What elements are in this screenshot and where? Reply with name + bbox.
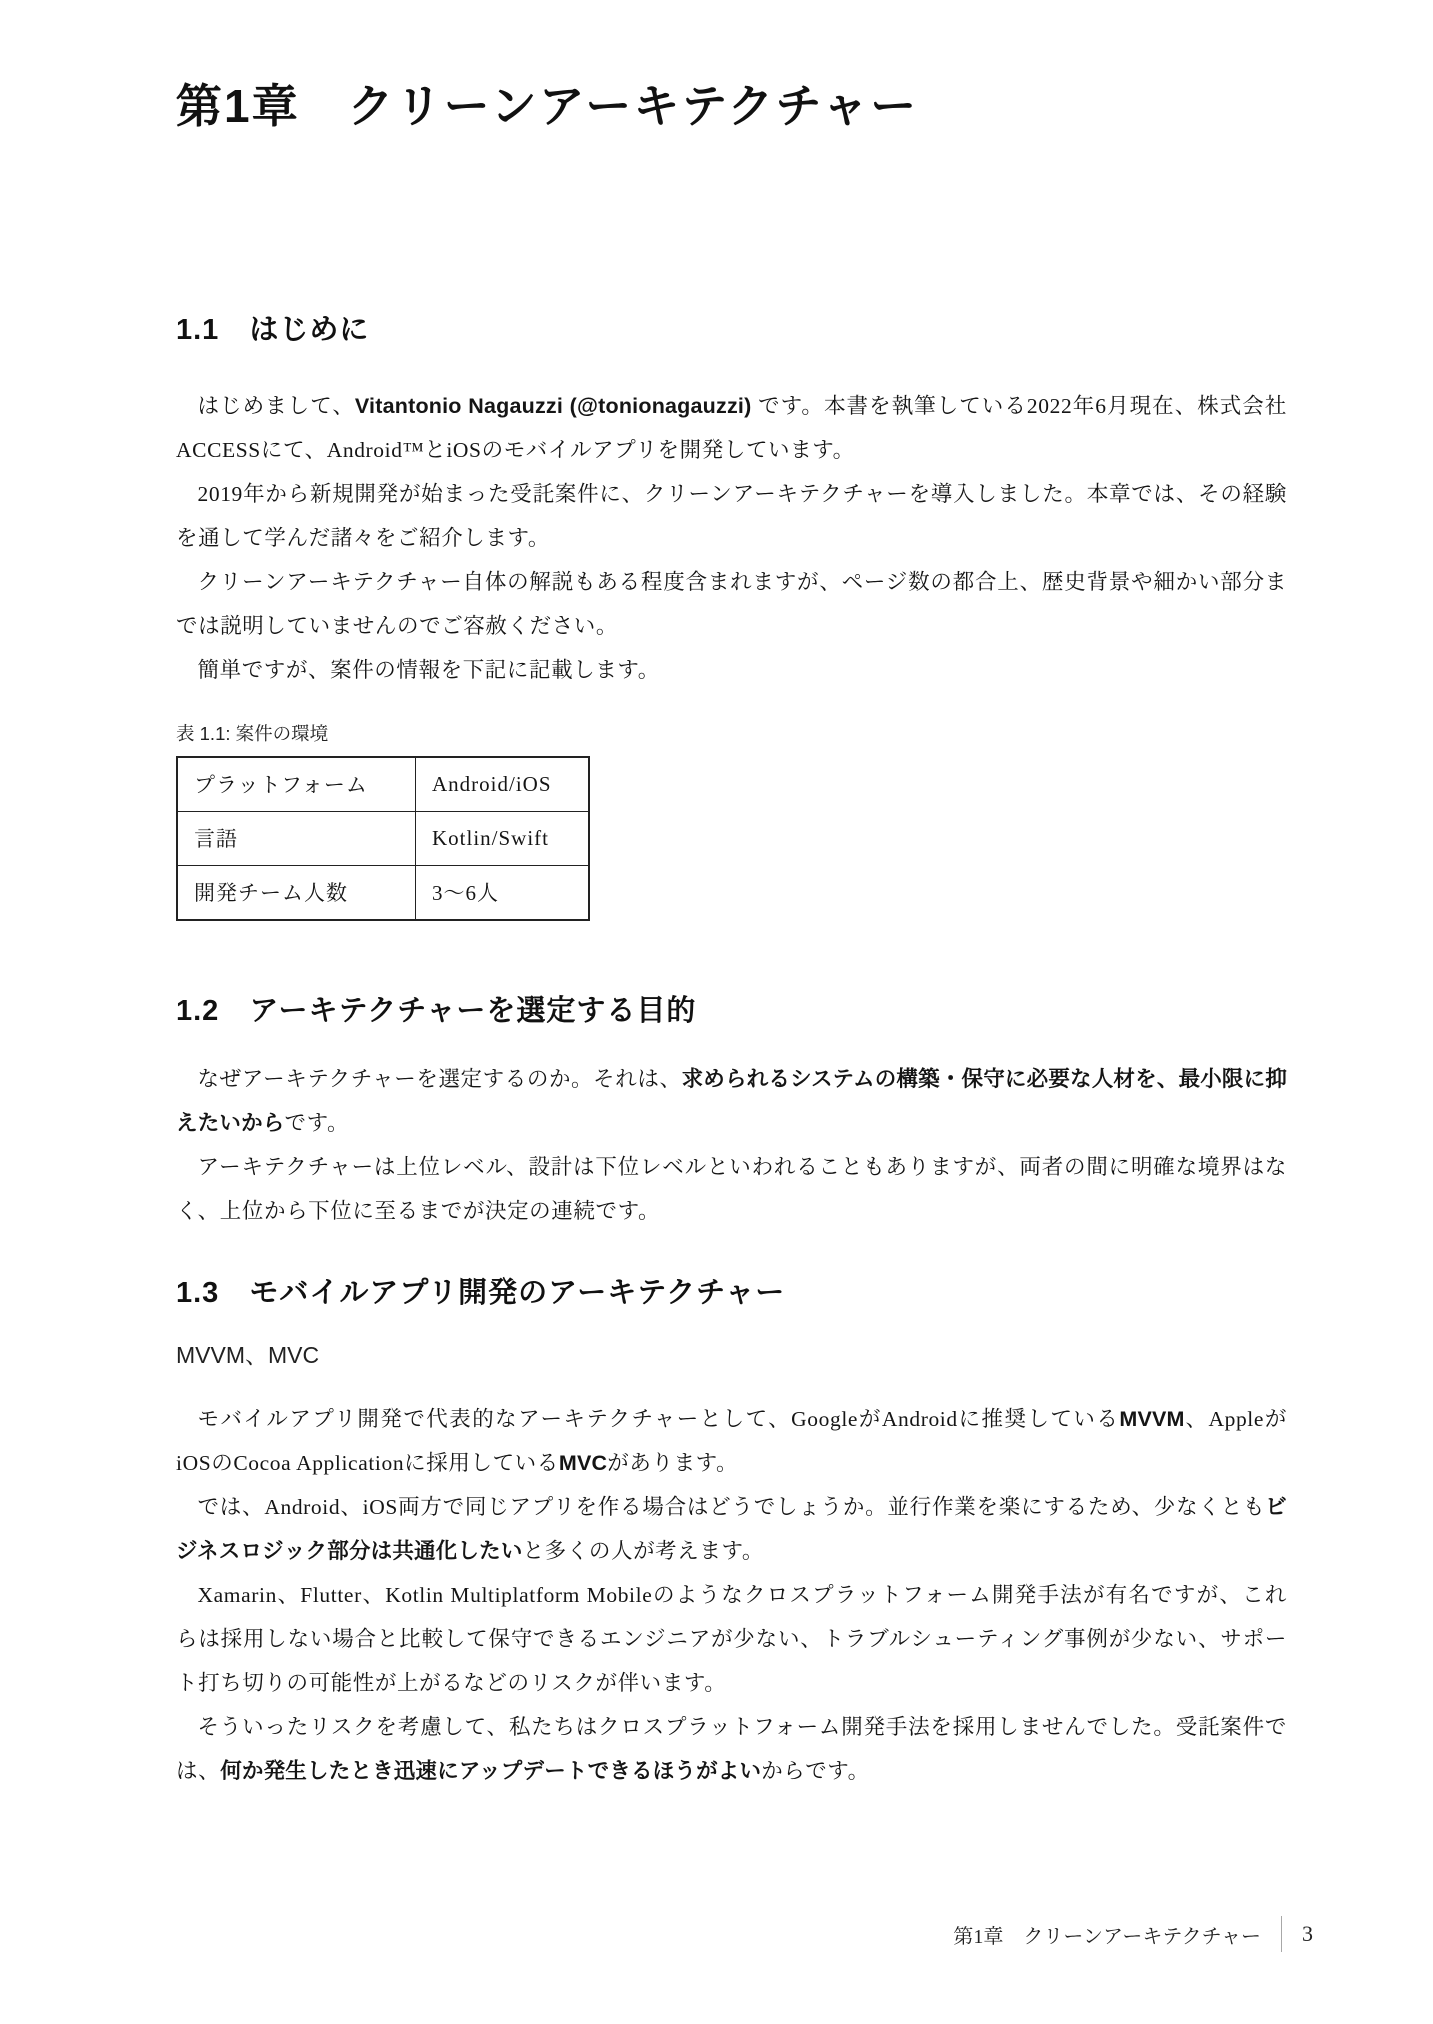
paragraph	[176, 560, 1287, 648]
table-cell-value: Kotlin/Swift	[416, 812, 590, 866]
page-footer	[953, 1916, 1313, 1952]
section-number: 1.2	[176, 995, 220, 1027]
section-title: アーキテクチャーを選定する目的	[249, 995, 697, 1027]
paragraph	[176, 1397, 1287, 1485]
table-row	[177, 757, 589, 812]
chapter-title: クリーンアーキテクチャー	[347, 80, 919, 132]
table-cell-label: 言語	[177, 812, 416, 866]
section-heading-1-1	[176, 312, 1287, 348]
text-run: と多くの人が考えます。	[522, 1539, 764, 1563]
text-run: はじめまして、	[197, 394, 355, 418]
table-row	[177, 866, 589, 921]
text-run: です。	[284, 1111, 350, 1135]
text-run: です。本書を執筆している2022年6月現在、株式会社ACCESSにて、Android™とiOSのモバイルアプリを開発しています。	[176, 394, 1288, 462]
footer-divider	[1281, 1916, 1282, 1952]
section-1-3-body	[176, 1397, 1287, 1793]
section-title: モバイルアプリ開発のアーキテクチャー	[249, 1277, 786, 1309]
text-run: モバイルアプリ開発で代表的なアーキテクチャーとして、GoogleがAndroidに推奨している	[197, 1407, 1120, 1431]
footer-chapter-label: 第1章 クリーンアーキテクチャー	[953, 1925, 1261, 1948]
table-row	[177, 812, 589, 866]
table-cell-value: 3～6人	[416, 866, 590, 921]
paragraph	[176, 1057, 1287, 1145]
text-run: からです。	[761, 1759, 870, 1783]
text-run-bold: MVC	[558, 1451, 608, 1475]
section-heading-1-3	[176, 1275, 1287, 1311]
page-number: 3	[1302, 1921, 1313, 1946]
text-run-bold: 何か発生したとき迅速にアップデートできるほうがよい	[220, 1759, 762, 1783]
environment-table	[176, 756, 590, 921]
text-run: なぜアーキテクチャーを選定するのか。それは、	[197, 1067, 682, 1091]
chapter-heading	[176, 78, 1287, 134]
text-run-bold: ビジネスロジック部分は共通化したい	[176, 1495, 1287, 1563]
text-run-bold: 求められるシステムの構築・保守に必要な人材を、最小限に抑えたいから	[176, 1067, 1288, 1135]
text-run: 簡単ですが、案件の情報を下記に記載します。	[197, 658, 660, 682]
chapter-number: 第1章	[176, 80, 300, 132]
table-caption: 表 1.1: 案件の環境	[176, 723, 329, 744]
text-run-bold: MVVM	[1119, 1407, 1185, 1431]
text-run: があります。	[607, 1451, 739, 1475]
text-run-bold: Vitantonio Nagauzzi (@tonionagauzzi)	[354, 394, 759, 418]
paragraph	[176, 384, 1287, 472]
text-run: Xamarin、Flutter、Kotlin Multiplatform Mobileのようなクロスプラットフォーム開発手法が有名ですが、これらは採用しない場合と比較して保守できるエンジニアが少ない、トラブルシューティング事例が少ない、サポート打ち切りの可能性が上がるなどのリスクが伴います。	[176, 1583, 1287, 1695]
section-1-1-body	[176, 384, 1287, 692]
text-run: では、Android、iOS両方で同じアプリを作る場合はどうでしょうか。並行作業を楽にするため、少なくとも	[197, 1495, 1266, 1519]
table-cell-label: 開発チーム人数	[177, 866, 416, 921]
paragraph	[176, 472, 1287, 560]
text-run: 、AppleがiOSのCocoa Applicationに採用している	[176, 1407, 1287, 1475]
paragraph	[176, 1485, 1287, 1573]
paragraph	[176, 1573, 1287, 1705]
paragraph	[176, 1145, 1287, 1233]
text-run: アーキテクチャーは上位レベル、設計は下位レベルといわれることもありますが、両者の間に明確な境界はなく、上位から下位に至るまでが決定の連続です。	[176, 1155, 1287, 1223]
section-title: はじめに	[249, 314, 370, 346]
section-heading-1-2	[176, 993, 1287, 1029]
paragraph	[176, 1705, 1287, 1793]
table-cell-label: プラットフォーム	[177, 757, 416, 812]
table-cell-value: Android/iOS	[416, 757, 590, 812]
text-run: 2019年から新規開発が始まった受託案件に、クリーンアーキテクチャーを導入しました。本章では、その経験を通して学んだ諸々をご紹介します。	[176, 482, 1287, 550]
section-number: 1.3	[176, 1277, 220, 1309]
keywords-line: MVVM、MVC	[176, 1342, 320, 1368]
section-1-2-body	[176, 1057, 1287, 1233]
paragraph	[176, 648, 1287, 692]
text-run: そういったリスクを考慮して、私たちはクロスプラットフォーム開発手法を採用しませんでした。受託案件では、	[176, 1715, 1287, 1783]
text-run: クリーンアーキテクチャー自体の解説もある程度含まれますが、ページ数の都合上、歴史背景や細かい部分までは説明していませんのでご容赦ください。	[176, 570, 1287, 638]
section-number: 1.1	[176, 314, 220, 346]
